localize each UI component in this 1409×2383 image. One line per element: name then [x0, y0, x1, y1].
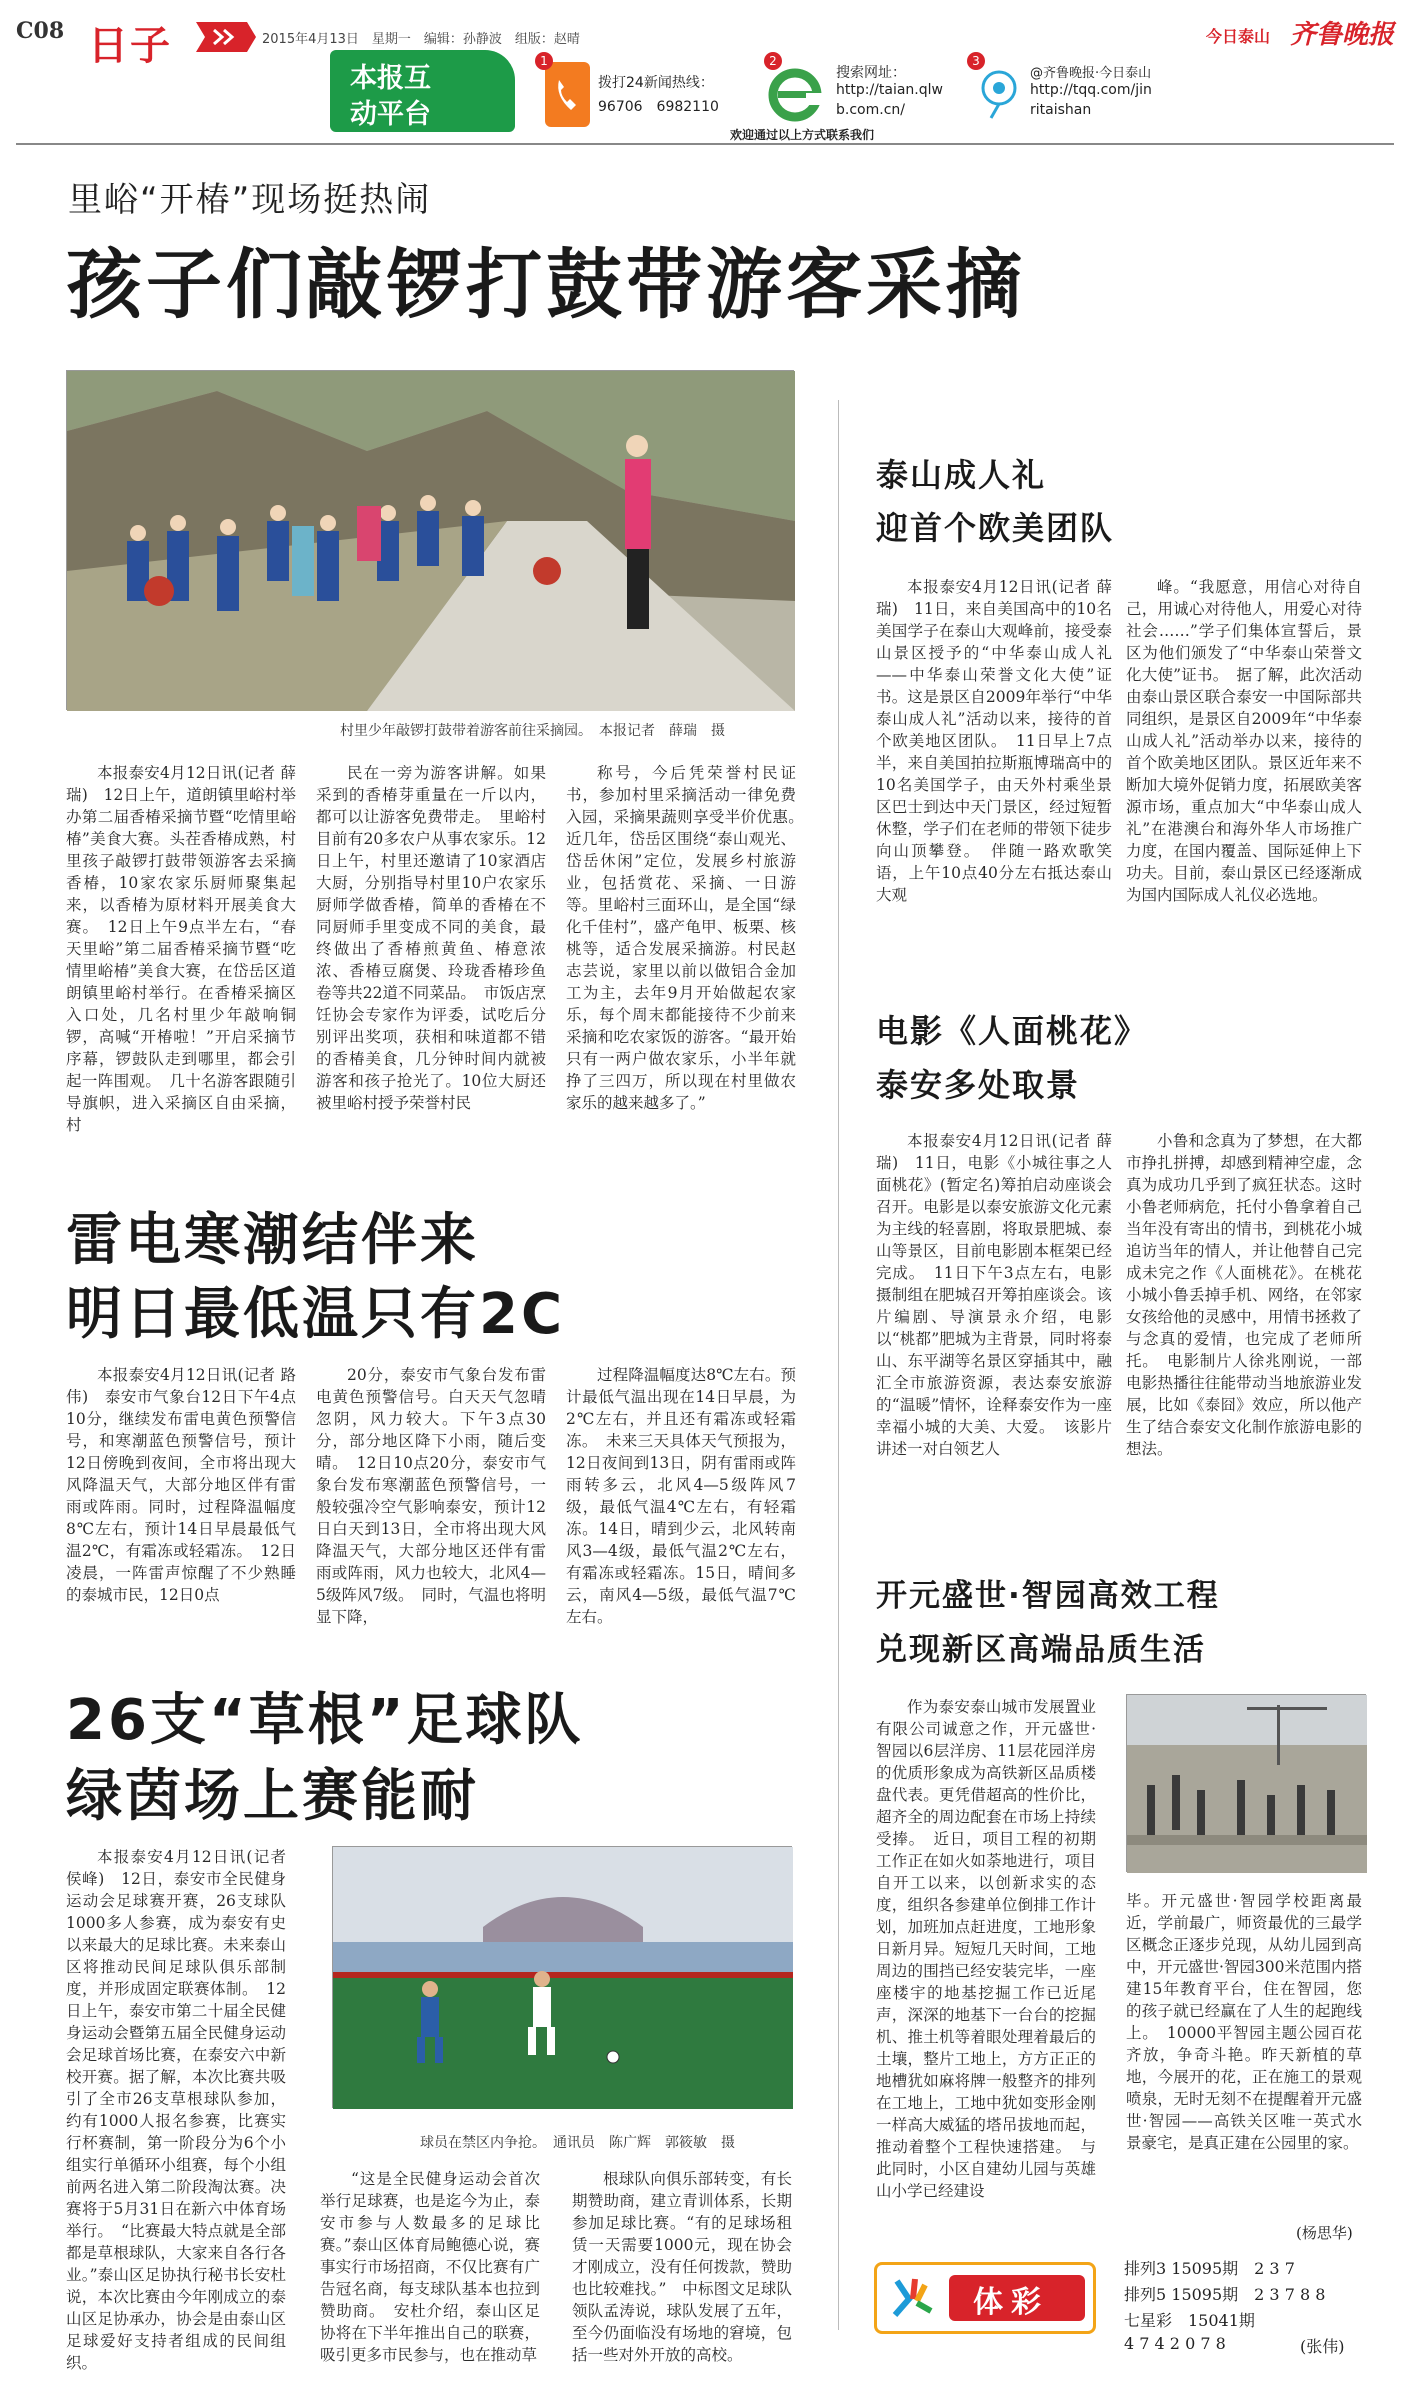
article2-headline-1: 泰山成人礼 — [876, 456, 1047, 494]
article6-col2 — [320, 2168, 540, 2364]
masthead — [0, 0, 1409, 145]
header-rule — [16, 143, 1394, 145]
article6-headline-1: 26支“草根”足球队 — [66, 1688, 584, 1753]
column-divider — [838, 400, 839, 2330]
article5-byline: (杨思华) — [1296, 2224, 1353, 2242]
article3-col2-text: 小鲁和念真为了梦想，在大都市挣扎拼搏，却感到精神空虚，念真为成功几乎到了疯狂状态。这时小鲁老师病危，托付小鲁拿着自己当年没有寄出的情书，到桃花小城追访当年的情人，并让他替自己完成未完之作《人面桃花》。在桃花小城小鲁丢掉手机、网络，在邻家女孩给他的灵感中，用情书拯救了与念真的爱情，也完成了老师所托。 电影制片人徐兆刚说，一部电影热播往往能带动当地旅游业发展，比如《泰囧》效应，所以他产生了结合泰安文化制作旅游电影的想法。 — [1126, 1132, 1362, 1458]
hotline-label: 拨打24新闻热线： — [598, 75, 714, 91]
interactive-platform — [330, 50, 1200, 142]
badge-2: 2 — [764, 52, 782, 70]
article4-col1 — [66, 1364, 296, 1628]
article3-headline-2: 泰安多处取景 — [876, 1066, 1081, 1104]
lottery-line-2: 排列5 15095期 2 3 7 8 8 — [1124, 2285, 1326, 2304]
lottery-line-4: 4 7 4 2 0 7 8 — [1124, 2334, 1226, 2353]
article5-col1-text: 作为泰安泰山城市发展置业有限公司诚意之作，开元盛世·智园以6层洋房、11层花园洋房的优质形象成为高铁新区品质楼盘代表。更凭借超高的性价比，超齐全的周边配套在市场上持续受捧。 近日，项目工程的初期工作正在如火如荼地进行，项目自开工以来，以创新求实的态度，组织各参建单位倒排工作计划，加班加点赶进度，工地形象日新月异。短短几天时间，工地周边的围挡已经安装完毕，一座座楼宇的地基挖掘工作已近尾声，深深的地基下一台台的挖掘机、推土机等着眼处理着最后的土壤，整片工地上，方方正正的地槽犹如麻将牌一般整齐的排列在工地上，工地中犹如变形金刚一样高大威猛的塔吊拔地而起，推动着整个工程快速搭建。 与此同时，小区自建幼儿园与英雄山小学已经建设 — [876, 1698, 1096, 2200]
weibo-label: @齐鲁晚报·今日泰山 — [1030, 66, 1152, 81]
article1-col2 — [316, 762, 546, 1204]
site-url-2[interactable]: b.com.cn/ — [836, 102, 905, 118]
article2-headline-2: 迎首个欧美团队 — [876, 509, 1115, 547]
article6-col3-text: 根球队向俱乐部转变，有长期赞助商，建立青训体系，长期参加足球比赛。“有的足球场租赁一天需要1000元，现在协会才刚成立，没有任何拨款，赞助也比较难找。” 中标图文足球队领队孟涛说，球队发展了五年，至今仍面临没有场地的窘境，包括一些对外开放的高校。 — [572, 2170, 792, 2364]
article1-col3-text: 称号，今后凭荣誉村民证书，参加村里采摘活动一律免费入园，采摘果蔬则享受半价优惠。 近几年，岱岳区围绕“泰山观光、岱岳休闲”定位，发展乡村旅游业，包括赏花、采摘、一日游等。里峪村三面环山，是全国“绿化千佳村”，盛产龟甲、板栗、核桃等，适合发展采摘游。村民赵志芸说，家里以前以做铝合金加工为主，去年9月开始做起农家乐，每个周末都能接待不少前来采摘和吃农家饭的游客。“最开始只有一两户做农家乐，小半年就挣了三四万，所以现在村里做农家乐的越来越多了。” — [566, 764, 812, 1112]
article5-headline-2: 兑现新区高端品质生活 — [876, 1632, 1206, 1668]
article6-col3 — [572, 2168, 792, 2364]
article6-col2-text: “这是全民健身运动会首次举行足球赛，也是迄今为止，泰安市参与人数最多的足球比赛。”泰山区体育局鲍德心说，赛事实行市场招商，不仅比赛有广告冠名商，每支球队基本也拉到赞助商。 安杜介绍，泰山区足协将在下半年推出自己的联赛，吸引更多市民参与，也在推动草 — [320, 2170, 540, 2364]
article3-headline-1: 电影《人面桃花》 — [876, 1012, 1149, 1050]
hotline-number: 96706 6982110 — [598, 99, 719, 115]
site-label: 搜索网址： — [836, 65, 906, 81]
platform-title-box — [330, 50, 515, 132]
photo-caption: 村里少年敲锣打鼓带着游客前往采摘园。 本报记者 薛瑞 摄 — [340, 723, 725, 739]
photo-illustration — [67, 371, 795, 711]
article4-col1-text: 本报泰安4月12日讯(记者 路伟) 泰安市气象台12日下午4点10分，继续发布雷电黄色预警信号，和寒潮蓝色预警信号，预计12日傍晚到夜间，全市将出现大风降温天气，大部分地区伴有雷雨或阵雨。同时，过程降温幅度8℃左右，预计14日早晨最低气温2℃，有霜冻或轻霜冻。 12日凌晨，一阵雷声惊醒了不少熟睡的泰城市民，12日0点 — [66, 1366, 296, 1604]
page-number: C08 — [16, 18, 65, 44]
platform-title-line2: 动平台 — [350, 99, 431, 130]
article1-col3 — [566, 762, 812, 1204]
article-headline: 孩子们敲锣打鼓带游客采摘 — [66, 240, 1026, 329]
phone-icon — [545, 62, 590, 127]
football-photo — [332, 1846, 792, 2108]
article6-col1-text: 本报泰安4月12日讯(记者 侯峰) 12日，泰安市全民健身运动会足球赛开赛，26支球队1000多人参赛，成为泰安有史以来最大的足球比赛。未来泰山区将推动民间足球队俱乐部制度，并形成固定联赛体制。 12日上午，泰安市第二十届全民健身运动会暨第五届全民健身运动会足球首场比赛，在泰安六中新校开赛。据了解，本次比赛共吸引了全市26支草根球队参加，约有1000人报名参赛，比赛实行杯赛制，第一阶段分为6个小组实行单循环小组赛，每个小组前两名进入第二阶段淘汰赛。决赛将于5月31日在新六中体育场举行。 “比赛最大特点就是全部都是草根球队，大家来自各行各业。”泰山区足协执行秘书长安杜说，本次比赛由今年刚成立的泰山区足协承办，协会是由泰山区足球爱好支持者组成的民间组织。 — [66, 1848, 286, 2372]
date-editor-line: 2015年4月13日 星期一 编辑：孙静波 组版：赵晴 — [262, 32, 580, 47]
badge-3: 3 — [967, 52, 985, 70]
platform-footer: 欢迎通过以上方式联系我们 — [730, 128, 875, 142]
platform-title-line1: 本报互 — [350, 63, 431, 94]
article4-headline-1: 雷电寒潮结伴来 — [66, 1208, 479, 1273]
site-url-1[interactable]: http://taian.qlw — [836, 82, 943, 98]
article4-col2-text: 20分，泰安市气象台发布雷电黄色预警信号。白天天气忽晴忽阴，风力较大。下午3点30分，部分地区降下小雨，随后变晴。 12日10点20分，泰安市气象台发布寒潮蓝色预警信号，一般较强冷空气影响泰安，预计12日白天到13日，全市将出现大风降温天气，大部分地区还伴有雷雨或阵雨，风力也较大，北风4—5级阵风7级。 同时，气温也将明显下降， — [316, 1366, 546, 1626]
article2-col1 — [876, 576, 1112, 932]
article5-col2-text: 毕。开元盛世·智园学校距离最近，学前最广，师资最优的三最学区概念正逐步兑现，从幼儿园到高中，开元盛世·智园300米范围内搭建15年教育平台，住在智园，您的孩子就已经赢在了人生的起跑线上。 10000平智园主题公园百花齐放，争奇斗艳。昨天新植的草地，今展开的花，正在施工的景观喷泉，无时无刻不在提醒着开元盛世·智园——高铁关区唯一英式水景豪宅，是真正建在公园里的家。 — [1126, 1892, 1363, 2152]
article4-col3 — [566, 1364, 796, 1628]
children-parade-photo — [66, 370, 794, 710]
article5-headline-1: 开元盛世·智园高效工程 — [876, 1578, 1220, 1614]
construction-illustration — [1127, 1695, 1367, 1873]
ie-icon — [766, 62, 824, 127]
weibo-url-1[interactable]: http://tqq.com/jin — [1030, 82, 1152, 98]
article5-col2 — [1126, 1890, 1362, 2220]
lottery-line-3: 七星彩 15041期 — [1124, 2311, 1255, 2330]
lottery-star-icon — [887, 2273, 937, 2323]
article4-headline-2: 明日最低温只有2C — [66, 1282, 566, 1347]
article6-col1 — [66, 1846, 286, 2372]
lottery-logo-text: 体彩 — [973, 2285, 1049, 2320]
lottery-logo — [874, 2262, 1096, 2334]
article3-col2 — [1126, 1130, 1362, 1490]
article6-headline-2: 绿茵场上赛能耐 — [66, 1764, 479, 1829]
article2-col2-text: 峰。“我愿意，用信心对待自己，用诚心对待他人，用爱心对待社会……”学子们集体宣誓后，景区为他们颁发了“中华泰山荣誉文化大使”证书。 据了解，此次活动由泰山景区联合泰安一中国际部共同组织，是景区自2009年“中华泰山成人礼”活动举办以来，接待的首个欧美地区团队。景区近年来不断加大境外促销力度，拓展欧美客源市场，重点加大“中华泰山成人礼”在港澳台和海外华人市场推广力度，在国内覆盖、国际延伸上下功夫。目前，泰山景区已经逐渐成为国内国际成人礼仪必选地。 — [1126, 578, 1362, 904]
lottery-line-1: 排列3 15095期 2 3 7 — [1124, 2259, 1295, 2278]
construction-photo — [1126, 1694, 1366, 1872]
article1-col1 — [66, 762, 296, 1204]
article4-col3-text: 过程降温幅度达8℃左右。预计最低气温出现在14日早晨，为2℃左右，并且还有霜冻或轻霜冻。 未来三天具体天气预报为，12日夜间到13日，阴有雷雨或阵雨转多云，北风4—5级阵风7级，最低气温4℃左右，有轻霜冻。14日，晴到少云，北风转南风3—4级，最低气温2℃左右，有霜冻或轻霜冻。15日，晴间多云，南风4—5级，最低气温7℃左右。 — [566, 1366, 796, 1626]
article-kicker: 里峪“开椿”现场挺热闹 — [68, 180, 432, 220]
badge-1: 1 — [535, 52, 553, 70]
weibo-icon — [975, 66, 1023, 121]
section-title: 日子 — [88, 23, 172, 69]
weibo-url-2[interactable]: ritaishan — [1030, 102, 1092, 118]
brand-name: 今日泰山 — [1206, 27, 1271, 46]
lottery-byline: (张伟) — [1300, 2337, 1345, 2356]
section-arrow-icon — [196, 22, 256, 52]
article1-col1-text: 本报泰安4月12日讯(记者 薛瑞) 12日上午，道朗镇里峪村举办第二届香椿采摘节暨“吃情里峪椿”美食大赛。头茬香椿成熟，村里孩子敲锣打鼓带领游客去采摘香椿，10家农家乐厨师聚集起来，以香椿为原材料开展美食大赛。 12日上午9点半左右，“春天里峪”第二届香椿采摘节暨“吃情里峪椿”美食大赛，在岱岳区道朗镇里峪村举行。在香椿采摘区入口处，几名村里少年敲响铜锣，高喊“开椿啦！”开启采摘节序幕，锣鼓队走到哪里，都会引起一阵围观。 几十名游客跟随引导旗帜，进入采摘区自由采摘，村 — [66, 764, 296, 1134]
article4-col2 — [316, 1364, 546, 1628]
article3-col1 — [876, 1130, 1112, 1490]
football-illustration — [333, 1847, 793, 2109]
article2-col1-text: 本报泰安4月12日讯(记者 薛瑞) 11日，来自美国高中的10名美国学子在泰山大观峰前，接受泰山景区授予的“中华泰山成人礼——中华泰山荣誉文化大使”证书。这是景区自2009年举行“中华泰山成人礼”活动以来，接待的首个欧美地区团队。 11日早上7点半，来自美国拍拉斯瓶博瑞高中的10名美国学子，由天外村乘坐景区巴士到达中天门景区，经过短暂休整，学子们在老师的带领下徒步向山顶攀登。 伴随一路欢歌笑语，上午10点40分左右抵达泰山大观 — [876, 578, 1112, 904]
article1-col2-text: 民在一旁为游客讲解。如果采到的香椿芽重量在一斤以内，都可以让游客免费带走。 里峪村目前有20多农户从事农家乐。12日上午，村里还邀请了10家酒店大厨，分别指导村里10户农家乐厨师学做香椿，简单的香椿在不同厨师手里变成不同的美食，最终做出了香椿煎黄鱼、椿意浓浓、香椿豆腐煲、玲珑香椿珍鱼卷等共22道不同菜品。 市饭店烹饪协会专家作为评委，试吃后分别评出奖项，获相和味道都不错的香椿美食，几分钟时间内就被游客和孩子抢光了。10位大厨还被里峪村授予荣誉村民 — [316, 764, 546, 1112]
paper-logo: 齐鲁晚报 — [1290, 20, 1395, 50]
football-caption: 球员在禁区内争抢。 通讯员 陈广辉 郭筱敏 摄 — [420, 2135, 735, 2151]
article5-col1 — [876, 1696, 1096, 2256]
article3-col1-text: 本报泰安4月12日讯(记者 薛瑞) 11日，电影《小城往事之人面桃花》(暂定名)筹拍启动座谈会召开。电影是以泰安旅游文化元素为主线的轻喜剧，将取景肥城、泰山等景区，目前电影剧本框架已经完成。 11日下午3点左右，电影摄制组在肥城召开筹拍座谈会。该片编剧、导演景永介绍，电影以“桃都”肥城为主背景，同时将泰山、东平湖等名景区穿插其中，融汇全市旅游资源，表达泰安旅游的“温暖”情怀，诠释泰安作为一座幸福小城的大美、大爱。 该影片讲述一对白领艺人 — [876, 1132, 1112, 1458]
article2-col2 — [1126, 576, 1362, 932]
